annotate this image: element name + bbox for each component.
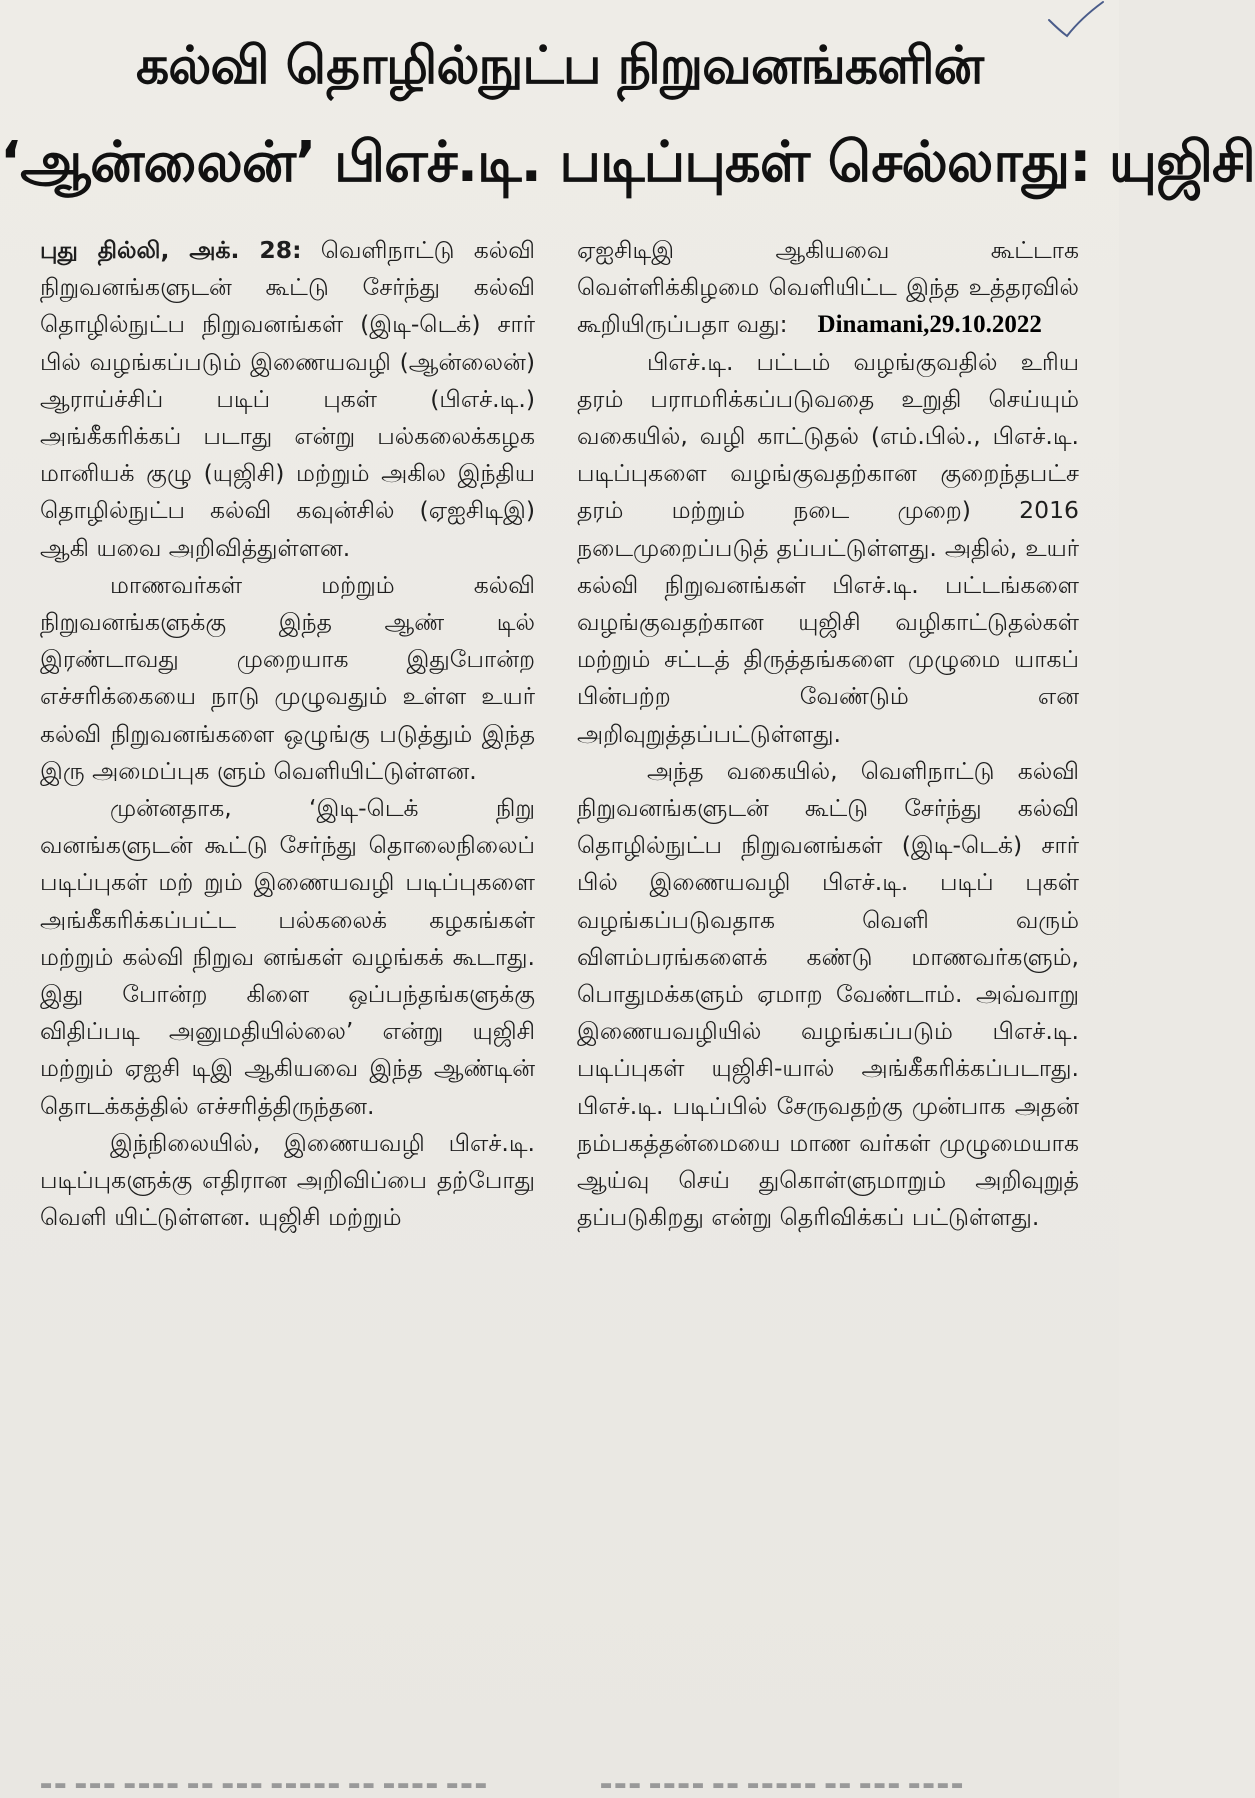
source-label: Dinamani,29.10.2022 xyxy=(817,311,1042,339)
paragraph-text: வெளிநாட்டு கல்வி நிறுவனங்களுடன் கூட்டு சேர்ந்து கல்வி தொழில்நுட்ப நிறுவனங்கள் (இடி-டெக்) சார் பில் வழங்கப்படும் இணையவழி (ஆன்லைன்) ஆராய்ச்சிப் படிப் புகள் (பிஎச்.டி.) அங்கீகரிக்கப் படாது என்று பல்கலைக்கழக மானியக் குழு (யுஜிசி) மற்றும் அகில இந்திய தொழில்நுட்ப கல்வி கவுன்சில் (ஏஐசிடிஇ) ஆகி யவை அறிவித்துள்ளன. xyxy=(40,236,535,562)
article-paragraph xyxy=(40,232,535,567)
cropped-next-column-strip: ▬▬ ▬▬▬ ▬▬▬▬ ▬▬ ▬▬▬ ▬▬▬▬▬ ▬▬ ▬▬▬▬ ▬▬▬ ▬▬▬ ▬▬▬▬ ▬▬ ▬▬▬▬▬ ▬▬ ▬▬▬ ▬▬▬▬ xyxy=(40,1778,966,1793)
dateline: புது தில்லி, அக். 28: xyxy=(40,236,302,264)
article-paragraph: இந்நிலையில், இணையவழி பிஎச்.டி. படிப்புகளுக்கு எதிரான அறிவிப்பை தற்போது வெளி யிட்டுள்ளன. யுஜிசி மற்றும் xyxy=(40,1128,535,1232)
article-paragraph: மாணவர்கள் மற்றும் கல்வி நிறுவனங்களுக்கு இந்த ஆண் டில் இரண்டாவது முறையாக இதுபோன்ற எச்சரிக்கையை நாடு முழுவதும் உள்ள உயர் கல்வி நிறுவனங்களை ஒழுங்கு படுத்தும் இந்த இரு அமைப்புக ளும் வெளியிட்டுள்ளன. xyxy=(40,570,535,785)
article-paragraph xyxy=(577,232,1079,344)
article-paragraph: முன்னதாக, ‘இடி-டெக் நிறு வனங்களுடன் கூட்டு சேர்ந்து தொலைநிலைப் படிப்புகள் மற் றும் இணையவழி படிப்புகளை அங்கீகரிக்கப்பட்ட பல்கலைக் கழகங்கள் மற்றும் கல்வி நிறுவ னங்கள் வழங்கக் கூடாது. இது போன்ற கிளை ஒப்பந்தங்களுக்கு விதிப்படி அனுமதியில்லை’ என்று யுஜிசி மற்றும் ஏஐசி டிஇ ஆகியவை இந்த ஆண்டின் தொடக்கத்தில் எச்சரித்திருந்தன. xyxy=(40,794,535,1120)
headline-line-2: ‘ஆன்லைன்’ பிஎச்.டி. படிப்புகள் செல்லாது: யுஜிசி xyxy=(0,130,1255,195)
pen-tick-mark xyxy=(1045,0,1105,40)
article-column-right xyxy=(577,232,1079,1236)
paragraph-text: ஏஐசிடிஇ ஆகியவை கூட்டாக வெள்ளிக்கிழமை வெளியிட்ட இந்த உத்தரவில் கூறியிருப்பதா வது: xyxy=(577,236,1079,339)
article-paragraph: அந்த வகையில், வெளிநாட்டு கல்வி நிறுவனங்களுடன் கூட்டு சேர்ந்து கல்வி தொழில்நுட்ப நிறுவனங்கள் (இடி-டெக்) சார் பில் இணையவழி பிஎச்.டி. படிப் புகள் வழங்கப்படுவதாக வெளி வரும் விளம்பரங்களைக் கண்டு மாணவர்களும், பொதுமக்களும் ஏமாற வேண்டாம். அவ்வாறு இணையவழியில் வழங்கப்படும் பிஎச்.டி. படிப்புகள் யுஜிசி-யால் அங்கீகரிக்கப்படாது. பிஎச்.டி. படிப்பில் சேருவதற்கு முன்பாக அதன் நம்பகத்தன்மையை மாண வர்கள் முழுமையாக ஆய்வு செய் துகொள்ளுமாறும் அறிவுறுத் தப்படுகிறது என்று தெரிவிக்கப் பட்டுள்ளது. xyxy=(577,756,1079,1232)
article-column-left xyxy=(40,232,535,1236)
headline-line-1: கல்வி தொழில்நுட்ப நிறுவனங்களின் xyxy=(135,36,984,96)
article-paragraph: பிஎச்.டி. பட்டம் வழங்குவதில் உரிய தரம் பராமரிக்கப்படுவதை உறுதி செய்யும் வகையில், வழி காட்டுதல் (எம்.பில்., பிஎச்.டி. படிப்புகளை வழங்குவதற்கான குறைந்தபட்ச தரம் மற்றும் நடை முறை) 2016 நடைமுறைப்படுத் தப்பட்டுள்ளது. அதில், உயர் கல்வி நிறுவனங்கள் பிஎச்.டி. பட்டங்களை வழங்குவதற்கான யுஜிசி வழிகாட்டுதல்கள் மற்றும் சட்டத் திருத்தங்களை முழுமை யாகப் பின்பற்ற வேண்டும் என அறிவுறுத்தப்பட்டுள்ளது. xyxy=(577,347,1079,748)
